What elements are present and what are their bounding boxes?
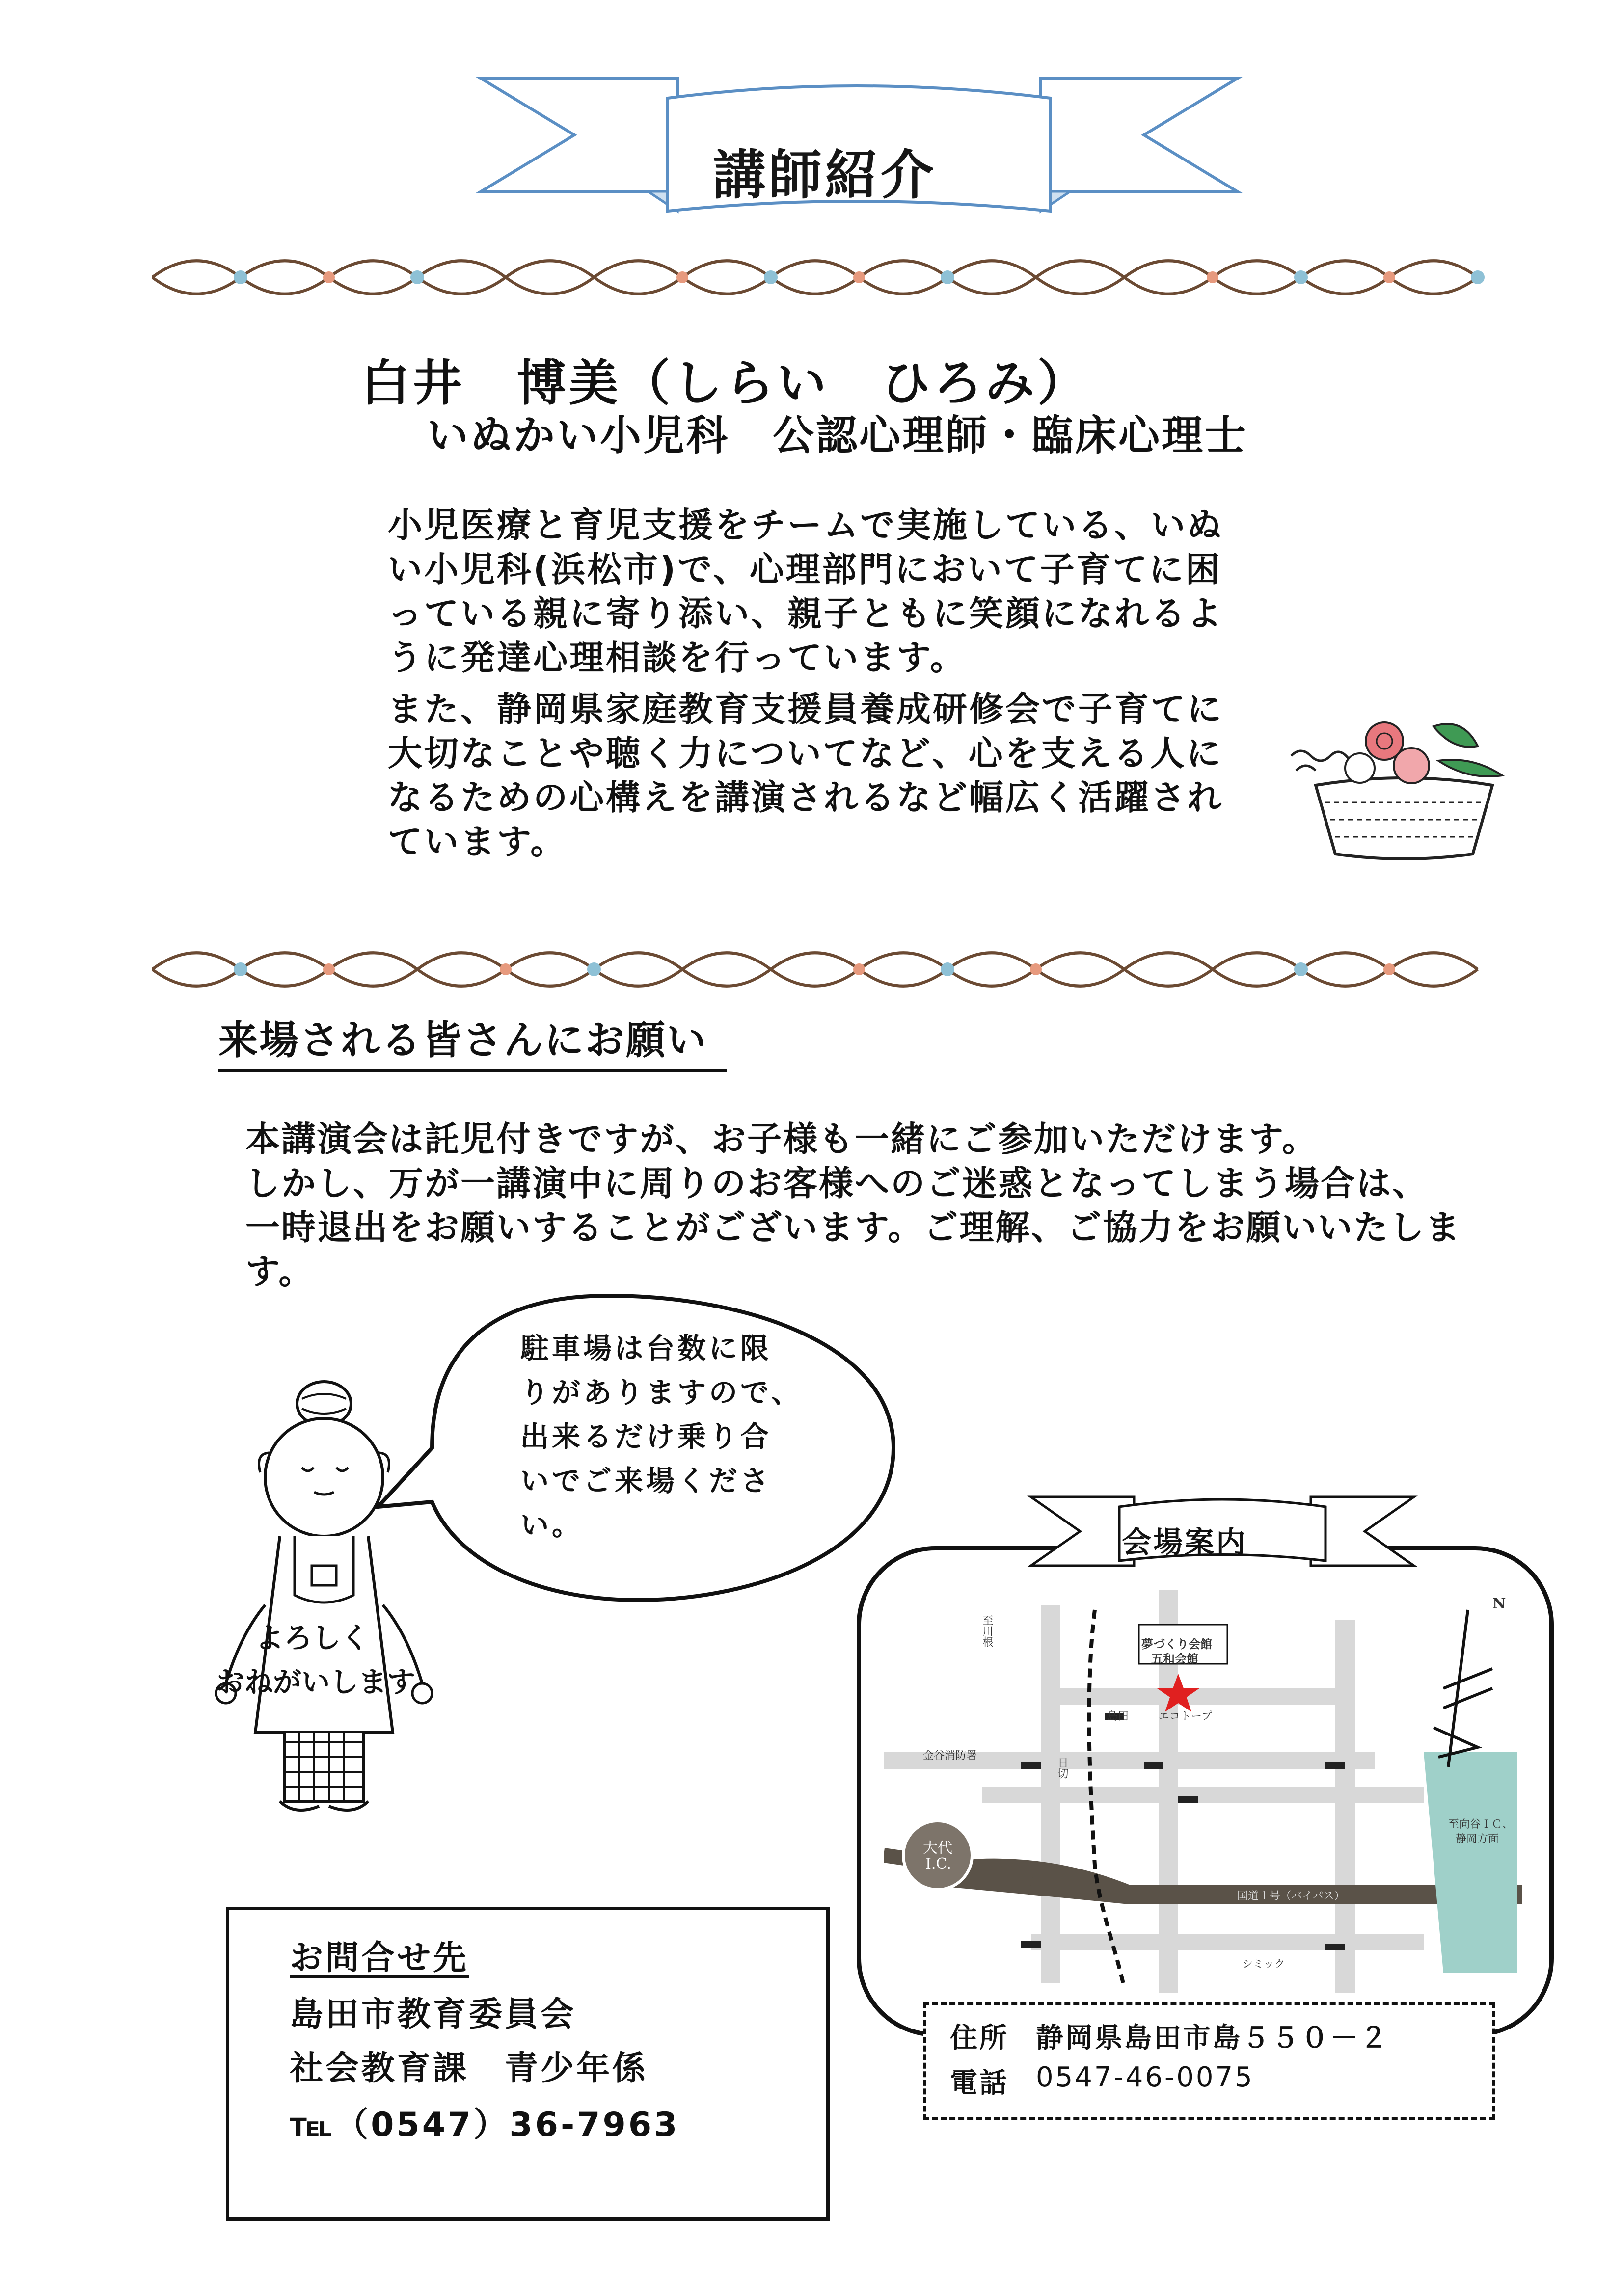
lecturer-name: 白井 博美（しらい ひろみ） [361, 354, 1089, 412]
lecturer-affiliation: いぬかい小児科 公認心理師・臨床心理士 [427, 411, 1248, 459]
bio-line: 小児医療と育児支援をチームで実施している、いぬ [388, 505, 1223, 545]
apron-text-line: よろしく [255, 1621, 370, 1655]
map-label-mukoya: 至向谷ＩＣ、 [1448, 1818, 1514, 1831]
map-label-shimada: 島田 [1107, 1710, 1129, 1723]
vine-divider-top [152, 250, 1488, 304]
map-label-fire-station: 金谷消防署 [923, 1750, 977, 1762]
bubble-line: りがありますので、 [520, 1376, 803, 1409]
woman-illustration [196, 1379, 442, 1821]
phone-label: 電話 [950, 2067, 1009, 2099]
venue-label: 会場案内 [1122, 1525, 1247, 1560]
contact-tel: ℡（0547）36-7963 [290, 2106, 680, 2144]
map-label-ecotope: エコトープ [1159, 1710, 1212, 1723]
page-title: 講師紹介 [712, 145, 937, 206]
flower-basket-icon [1286, 707, 1522, 869]
bio-line: っている親に寄り添い、親子ともに笑顔になれるよ [388, 593, 1223, 634]
contact-heading: お問合せ先 [290, 1939, 469, 1977]
bio-line: なるための心構えを講演されるなど幅広く活躍され [388, 777, 1223, 818]
bio-line: い小児科(浜松市)で、心理部門において子育てに困 [388, 549, 1222, 589]
map-label-ic-abbr: I.C. [925, 1855, 951, 1872]
map-venue-name: 五和会館 [1151, 1652, 1198, 1666]
map-label-crossing: 日切 [1056, 1757, 1068, 1779]
address-label: 住所 [950, 2022, 1009, 2054]
bio-line: うに発達心理相談を行っています。 [388, 638, 967, 678]
north-icon: N [1492, 1595, 1506, 1612]
map-label-kawane: 至川根 [981, 1615, 993, 1647]
address-value: 静岡県島田市島５５０－２ [1036, 2022, 1389, 2054]
contact-dept: 社会教育課 青少年係 [290, 2049, 649, 2088]
bio-line: また、静岡県家庭教育支援員養成研修会で子育てに [388, 689, 1223, 729]
bubble-line: い。 [520, 1508, 584, 1542]
bio-line: ています。 [388, 822, 567, 862]
bubble-line: 出来るだけ乗り合 [520, 1420, 772, 1453]
bubble-line: いでご来場くださ [520, 1464, 772, 1497]
request-line: 本講演会は託児付きですが、お子様も一緒にご参加いただけます。 [245, 1119, 1318, 1159]
map-label-ic: 大代 [923, 1840, 952, 1857]
request-line: 一時退出をお願いすることがございます。ご理解、ご協力をお願いいたしま [245, 1207, 1461, 1248]
map-label-shizuoka: 静岡方面 [1456, 1833, 1499, 1845]
phone-value: 0547-46-0075 [1036, 2061, 1254, 2093]
request-heading: 来場される皆さんにお願い [218, 1009, 727, 1072]
map-label-shimic: シミック [1242, 1958, 1285, 1971]
request-line: す。 [245, 1252, 315, 1292]
bubble-line: 駐車場は台数に限 [520, 1332, 772, 1365]
map-venue-name: 夢づくり会館 [1141, 1637, 1212, 1651]
contact-org: 島田市教育委員会 [290, 1995, 577, 2034]
bio-line: 大切なことや聴く力についてなど、心を支える人に [388, 733, 1223, 774]
map-label-route: 国道１号（バイパス） [1237, 1890, 1345, 1902]
request-line: しかし、万が一講演中に周りのお客様へのご迷惑となってしまう場合は、 [245, 1163, 1428, 1203]
apron-text-line: おねがいします [216, 1665, 416, 1699]
vine-divider-bottom [152, 942, 1488, 996]
